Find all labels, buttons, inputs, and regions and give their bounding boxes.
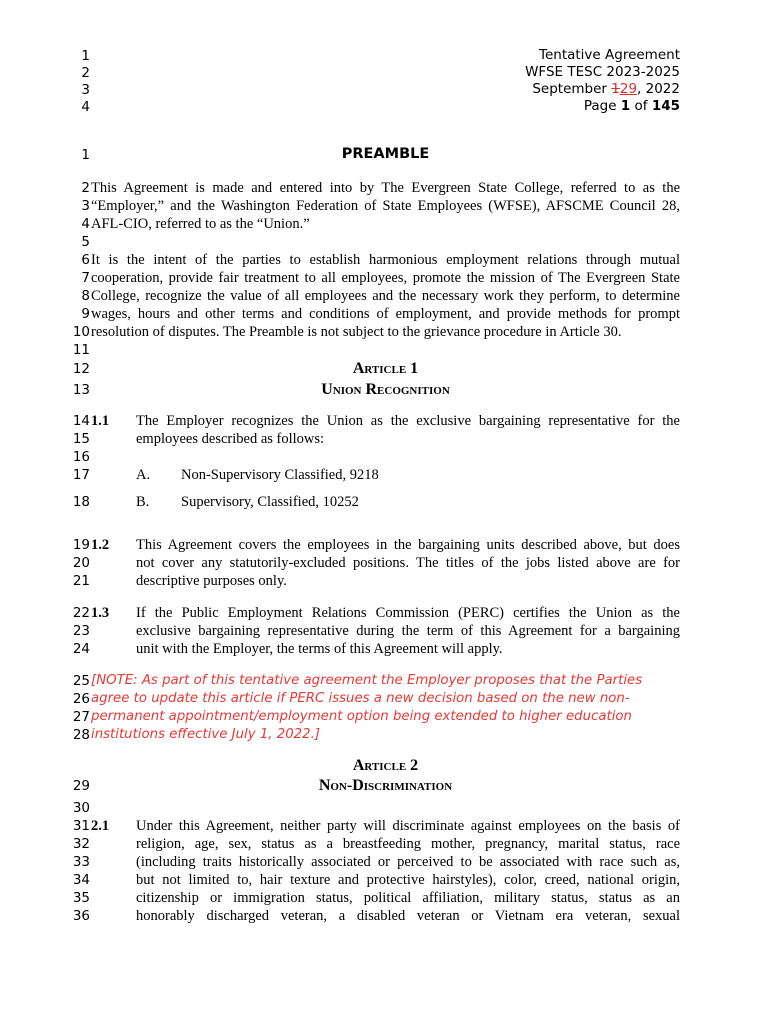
page-of: of	[630, 98, 652, 114]
preamble-text-line: “Employer,” and the Washington Federation of State Employees (WFSE), AFSCME Council 28,	[91, 198, 680, 214]
note-text-line: [NOTE: As part of this tentative agreement the Employer proposes that the Parties	[91, 673, 643, 688]
line-number: 2	[81, 65, 90, 81]
list-item-letter: A.	[136, 467, 151, 483]
date-prefix: September	[532, 81, 612, 97]
header-date	[532, 81, 680, 98]
line-number: 20	[72, 555, 90, 571]
line-number: 11	[72, 342, 90, 358]
preamble-text-line: resolution of disputes. The Preamble is not subject to the grievance procedure in Article 30.	[91, 324, 622, 340]
line-number: 28	[72, 727, 90, 743]
article-1-title: Union Recognition	[321, 381, 450, 398]
line-number: 10	[72, 324, 90, 340]
page-total: 145	[651, 98, 680, 114]
line-number: 3	[81, 82, 90, 98]
line-number: 34	[72, 872, 90, 888]
section-text-line: exclusive bargaining representative during the term of this Agreement for a bargaining	[136, 623, 680, 639]
line-number: 1	[81, 147, 90, 163]
section-text-line: This Agreement covers the employees in the bargaining units described above, but does	[136, 537, 680, 553]
section-number: 1.3	[91, 605, 110, 621]
page-current: 1	[620, 98, 631, 114]
page-prefix: Page	[583, 98, 621, 114]
line-number: 36	[72, 908, 90, 924]
line-number: 33	[72, 854, 90, 870]
section-text-line: honorably discharged veteran, a disabled veteran or Vietnam era veteran, sexual	[136, 908, 680, 924]
line-number: 23	[72, 623, 90, 639]
list-item-letter: B.	[136, 494, 150, 510]
preamble-text-line: This Agreement is made and entered into by The Evergreen State College, referred to as the	[91, 180, 680, 196]
line-number: 3	[81, 198, 90, 214]
line-number: 13	[72, 382, 90, 398]
section-text-line: not cover any statutorily-excluded positions. The titles of the jobs listed above are for	[136, 555, 680, 571]
list-item-text: Supervisory, Classified, 10252	[181, 494, 359, 510]
section-text-line: citizenship or immigration status, political affiliation, military status, status as an	[136, 890, 680, 906]
line-number: 2	[81, 180, 90, 196]
section-text-line: unit with the Employer, the terms of this Agreement will apply.	[136, 641, 503, 657]
article-2-number: Article 2	[352, 757, 419, 774]
line-number: 16	[72, 449, 90, 465]
section-number: 2.1	[91, 818, 110, 834]
section-text-line: If the Public Employment Relations Commission (PERC) certifies the Union as the	[136, 605, 680, 621]
header-page-number	[584, 98, 680, 115]
line-number: 26	[72, 691, 90, 707]
note-text-line: permanent appointment/employment option being extended to higher education	[91, 709, 632, 724]
list-item-text: Non-Supervisory Classified, 9218	[181, 467, 379, 483]
section-number: 1.1	[91, 413, 110, 429]
section-text-line: but not limited to, hair texture and protective hairstyles), color, creed, national origin,	[136, 872, 680, 888]
preamble-text-line: It is the intent of the parties to establish harmonious employment relations through mutual	[91, 252, 680, 268]
header-title: Tentative Agreement	[539, 47, 680, 63]
line-number: 15	[72, 431, 90, 447]
line-number: 4	[81, 99, 90, 115]
section-text-line: Under this Agreement, neither party will discriminate against employees on the basis of	[136, 818, 680, 834]
section-text-line: employees described as follows:	[136, 431, 325, 447]
line-number: 32	[72, 836, 90, 852]
line-number: 31	[72, 818, 90, 834]
section-text-line: religion, age, sex, status as a breastfeeding mother, pregnancy, marital status, race	[136, 836, 680, 852]
line-number: 18	[72, 494, 90, 510]
line-number: 14	[72, 413, 90, 429]
date-deleted-text: 1	[611, 81, 620, 97]
section-text-line: descriptive purposes only.	[136, 573, 287, 589]
line-number: 12	[72, 361, 90, 377]
line-number: 30	[72, 800, 90, 816]
line-number: 22	[72, 605, 90, 621]
section-text-line: The Employer recognizes the Union as the exclusive bargaining representative for the	[136, 413, 680, 429]
preamble-title: PREAMBLE	[341, 146, 430, 162]
line-number: 19	[72, 537, 90, 553]
preamble-text-line: AFL-CIO, referred to as the “Union.”	[91, 216, 310, 232]
line-number: 29	[72, 778, 90, 794]
line-number: 8	[81, 288, 90, 304]
line-number: 17	[72, 467, 90, 483]
line-number: 1	[81, 48, 90, 64]
note-text-line: institutions effective July 1, 2022.]	[91, 727, 320, 742]
line-number: 9	[81, 306, 90, 322]
preamble-text-line: College, recognize the value of all employees and the necessary work they perform, to determine	[91, 288, 680, 304]
line-number: 7	[81, 270, 90, 286]
section-number: 1.2	[91, 537, 110, 553]
line-number: 21	[72, 573, 90, 589]
article-1-number: Article 1	[352, 360, 419, 377]
preamble-text-line: wages, hours and other terms and conditions of employment, and provide methods for prompt	[91, 306, 680, 322]
preamble-text-line: cooperation, provide fair treatment to all employees, promote the mission of The Evergreen State	[91, 270, 680, 286]
header-subtitle: WFSE TESC 2023-2025	[525, 64, 680, 80]
line-number: 4	[81, 216, 90, 232]
line-number: 6	[81, 252, 90, 268]
line-number: 25	[72, 673, 90, 689]
line-number: 35	[72, 890, 90, 906]
line-number: 24	[72, 641, 90, 657]
article-2-title: Non-Discrimination	[318, 777, 453, 794]
date-inserted-text: 29	[619, 81, 638, 97]
date-suffix: , 2022	[637, 81, 680, 97]
note-text-line: agree to update this article if PERC issues a new decision based on the new non-	[91, 691, 630, 706]
line-number: 27	[72, 709, 90, 725]
line-number: 5	[81, 234, 90, 250]
section-text-line: (including traits historically associated or perceived to be associated with race such as,	[136, 854, 680, 870]
